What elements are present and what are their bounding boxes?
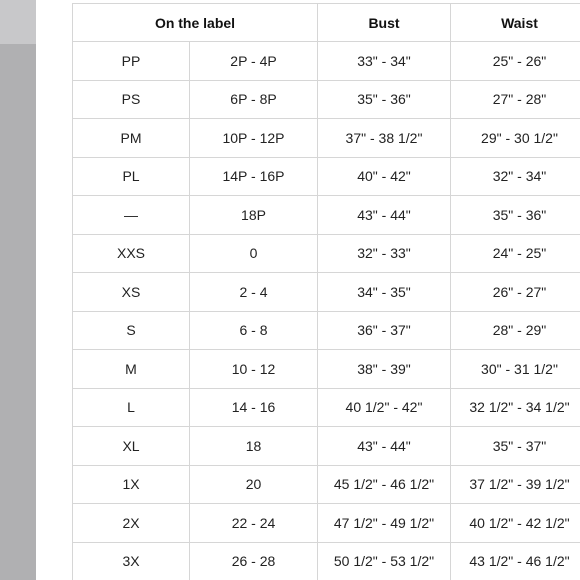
- table-row: [73, 196, 580, 235]
- sidebar-top-chip: [0, 0, 36, 44]
- cell-numeric-size: 0: [190, 234, 318, 273]
- cell-size-label: 2X: [73, 504, 190, 543]
- cell-numeric-size: 20: [190, 465, 318, 504]
- cell-size-label: PM: [73, 119, 190, 158]
- table-row: [73, 80, 580, 119]
- cell-waist: 26" - 27": [451, 273, 580, 312]
- table-row: [73, 273, 580, 312]
- cell-size-label: M: [73, 350, 190, 389]
- header-on-the-label: On the label: [73, 4, 318, 42]
- cell-numeric-size: 14P - 16P: [190, 157, 318, 196]
- size-rows: [73, 42, 580, 580]
- cell-waist: 35" - 36": [451, 196, 580, 235]
- cell-waist: 40 1/2" - 42 1/2": [451, 504, 580, 543]
- cell-waist: 28" - 29": [451, 311, 580, 350]
- size-chart-table: [72, 3, 580, 580]
- cell-waist: 37 1/2" - 39 1/2": [451, 465, 580, 504]
- cell-waist: 27" - 28": [451, 80, 580, 119]
- cell-bust: 33" - 34": [318, 42, 451, 81]
- table-row: [73, 311, 580, 350]
- cell-size-label: L: [73, 388, 190, 427]
- cell-size-label: XXS: [73, 234, 190, 273]
- left-sidebar-strip: [0, 0, 36, 580]
- cell-size-label: PS: [73, 80, 190, 119]
- cell-numeric-size: 10 - 12: [190, 350, 318, 389]
- cell-size-label: 1X: [73, 465, 190, 504]
- cell-waist: 32 1/2" - 34 1/2": [451, 388, 580, 427]
- cell-bust: 37" - 38 1/2": [318, 119, 451, 158]
- table-row: [73, 427, 580, 466]
- cell-bust: 32" - 33": [318, 234, 451, 273]
- cell-numeric-size: 22 - 24: [190, 504, 318, 543]
- cell-numeric-size: 10P - 12P: [190, 119, 318, 158]
- cell-waist: 43 1/2" - 46 1/2": [451, 542, 580, 580]
- header-row: [73, 4, 580, 42]
- cell-numeric-size: 6P - 8P: [190, 80, 318, 119]
- cell-numeric-size: 2P - 4P: [190, 42, 318, 81]
- cell-bust: 40" - 42": [318, 157, 451, 196]
- header-waist: Waist: [451, 4, 580, 42]
- cell-bust: 38" - 39": [318, 350, 451, 389]
- table-row: [73, 119, 580, 158]
- cell-bust: 34" - 35": [318, 273, 451, 312]
- cell-bust: 43" - 44": [318, 427, 451, 466]
- cell-size-label: —: [73, 196, 190, 235]
- cell-numeric-size: 14 - 16: [190, 388, 318, 427]
- cell-size-label: XL: [73, 427, 190, 466]
- cell-bust: 50 1/2" - 53 1/2": [318, 542, 451, 580]
- table-row: [73, 388, 580, 427]
- cell-size-label: 3X: [73, 542, 190, 580]
- cell-bust: 36" - 37": [318, 311, 451, 350]
- size-chart: [72, 3, 580, 580]
- cell-size-label: PL: [73, 157, 190, 196]
- cell-bust: 45 1/2" - 46 1/2": [318, 465, 451, 504]
- cell-waist: 32" - 34": [451, 157, 580, 196]
- cell-waist: 30" - 31 1/2": [451, 350, 580, 389]
- cell-waist: 25" - 26": [451, 42, 580, 81]
- table-row: [73, 504, 580, 543]
- cell-bust: 47 1/2" - 49 1/2": [318, 504, 451, 543]
- header-bust: Bust: [318, 4, 451, 42]
- cell-numeric-size: 6 - 8: [190, 311, 318, 350]
- table-row: [73, 350, 580, 389]
- cell-numeric-size: 18P: [190, 196, 318, 235]
- table-row: [73, 42, 580, 81]
- table-row: [73, 157, 580, 196]
- cell-bust: 43" - 44": [318, 196, 451, 235]
- cell-numeric-size: 2 - 4: [190, 273, 318, 312]
- cell-numeric-size: 18: [190, 427, 318, 466]
- cell-bust: 40 1/2" - 42": [318, 388, 451, 427]
- cell-waist: 35" - 37": [451, 427, 580, 466]
- cell-size-label: XS: [73, 273, 190, 312]
- cell-bust: 35" - 36": [318, 80, 451, 119]
- cell-numeric-size: 26 - 28: [190, 542, 318, 580]
- cell-waist: 24" - 25": [451, 234, 580, 273]
- table-row: [73, 465, 580, 504]
- cell-waist: 29" - 30 1/2": [451, 119, 580, 158]
- cell-size-label: PP: [73, 42, 190, 81]
- table-row: [73, 542, 580, 580]
- table-row: [73, 234, 580, 273]
- cell-size-label: S: [73, 311, 190, 350]
